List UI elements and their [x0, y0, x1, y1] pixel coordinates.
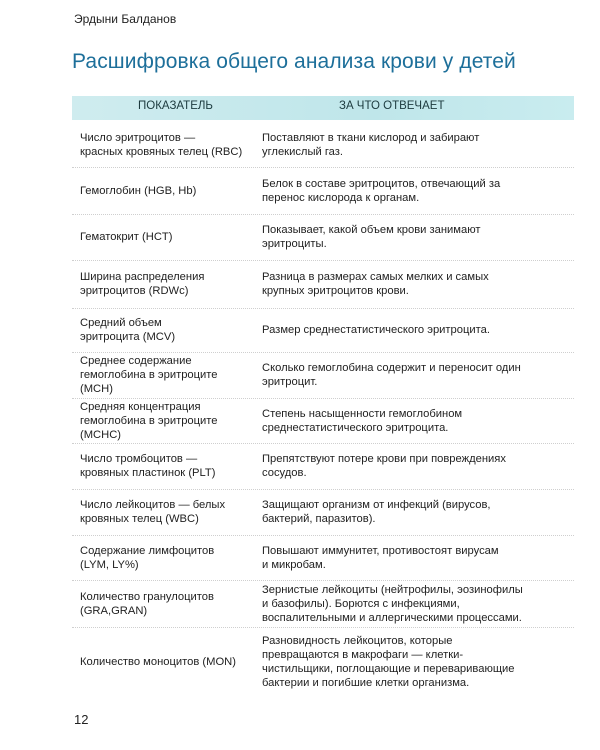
function-cell — [262, 544, 562, 572]
function-cell-line: и базофилы). Борются с инфекциями, — [262, 598, 460, 610]
function-cell — [262, 323, 562, 337]
function-cell-line: крупных эритроцитов крови. — [262, 285, 409, 297]
table-row — [72, 489, 574, 536]
indicator-cell — [80, 400, 260, 442]
table-row — [72, 398, 574, 444]
indicator-cell-line: Гемоглобин (HGB, Hb) — [80, 185, 197, 197]
table-row — [72, 535, 574, 581]
function-cell — [262, 452, 562, 480]
indicator-cell-line: кровяных телец (WBC) — [80, 513, 199, 525]
function-cell-line: Сколько гемоглобина содержит и переносит один — [262, 362, 521, 374]
indicator-cell-line: Число тромбоцитов — — [80, 453, 198, 465]
table-row — [72, 352, 574, 399]
indicator-cell-line: Содержание лимфоцитов — [80, 545, 215, 557]
indicator-cell-line: красных кровяных телец (RBC) — [80, 146, 243, 158]
indicator-cell-line: Количество гранулоцитов — [80, 591, 214, 603]
function-cell — [262, 223, 562, 251]
function-cell — [262, 177, 562, 205]
table-row — [72, 308, 574, 353]
indicator-cell-line: Среднее содержание — [80, 355, 192, 367]
indicator-cell-line: Число эритроцитов — — [80, 132, 196, 144]
indicator-cell-line: Средняя концентрация — [80, 401, 201, 413]
indicator-cell — [80, 544, 260, 572]
indicator-cell-line: Гематокрит (HCT) — [80, 231, 173, 243]
page-number: 12 — [74, 712, 89, 727]
indicator-cell-line: кровяных пластинок (PLT) — [80, 467, 216, 479]
function-cell-line: Защищают организм от инфекций (вирусов, — [262, 499, 491, 511]
function-cell-line: эритроцит. — [262, 376, 318, 388]
indicator-cell-line: (GRA,GRAN) — [80, 605, 148, 617]
function-cell-line: Показывает, какой объем крови занимают — [262, 224, 481, 236]
function-cell-line: Размер среднестатистического эритроцита. — [262, 324, 490, 336]
indicator-cell-line: Ширина распределения — [80, 271, 205, 283]
function-cell-line: эритроциты. — [262, 238, 327, 250]
function-cell-line: Повышают иммунитет, противостоят вирусам — [262, 545, 499, 557]
function-cell — [262, 407, 562, 435]
indicator-cell-line: гемоглобина в эритроците — [80, 369, 218, 381]
indicator-cell — [80, 655, 260, 669]
page-title: Расшифровка общего анализа крови у детей — [72, 50, 516, 73]
function-cell-line: Белок в составе эритроцитов, отвечающий за — [262, 178, 501, 190]
function-cell — [262, 498, 562, 526]
indicator-cell-line: Средний объем — [80, 317, 162, 329]
table-row — [72, 443, 574, 490]
indicator-cell — [80, 270, 260, 298]
indicator-cell — [80, 131, 260, 159]
function-cell — [262, 361, 562, 389]
function-cell-line: чистильщики, поглощающие и переваривающие — [262, 663, 515, 675]
table-row — [72, 167, 574, 215]
indicator-cell-line: Количество моноцитов (MON) — [80, 656, 236, 668]
table-row — [72, 580, 574, 628]
function-cell-line: Разница в размерах самых мелких и самых — [262, 271, 489, 283]
table-header — [72, 96, 574, 120]
table-row — [72, 122, 574, 168]
function-cell — [262, 270, 562, 298]
indicator-cell-line: (LYM, LY%) — [80, 559, 139, 571]
function-cell-line: углекислый газ. — [262, 146, 344, 158]
function-cell-line: и микробам. — [262, 559, 326, 571]
function-cell — [262, 634, 562, 690]
indicator-cell — [80, 230, 260, 244]
column-header-indicator: ПОКАЗАТЕЛЬ — [138, 100, 213, 112]
indicator-cell — [80, 590, 260, 618]
function-cell-line: Зернистые лейкоциты (нейтрофилы, эозинофилы — [262, 584, 523, 596]
function-cell-line: Поставляют в ткани кислород и забирают — [262, 132, 480, 144]
column-header-function: ЗА ЧТО ОТВЕЧАЕТ — [339, 100, 445, 112]
function-cell-line: бактерии и погибшие клетки организма. — [262, 677, 470, 689]
function-cell-line: превращаются в макрофаги — клетки- — [262, 649, 464, 661]
indicator-cell — [80, 452, 260, 480]
function-cell-line: бактерий, паразитов). — [262, 513, 376, 525]
function-cell-line: воспалительными и аллергическими процессами. — [262, 612, 522, 624]
function-cell-line: Степень насыщенности гемоглобином — [262, 408, 463, 420]
indicator-cell-line: (MCHC) — [80, 429, 122, 441]
function-cell-line: среднестатистического эритроцита. — [262, 422, 449, 434]
function-cell-line: Разновидность лейкоцитов, которые — [262, 635, 453, 647]
indicator-cell — [80, 316, 260, 344]
indicator-cell-line: эритроцита (MCV) — [80, 331, 176, 343]
indicator-cell — [80, 184, 260, 198]
function-cell — [262, 583, 562, 625]
running-header-author: Эрдыни Балданов — [74, 12, 177, 26]
table-row — [72, 627, 574, 697]
function-cell — [262, 131, 562, 159]
indicator-cell-line: эритроцитов (RDWc) — [80, 285, 189, 297]
function-cell-line: перенос кислорода к органам. — [262, 192, 420, 204]
indicator-cell-line: гемоглобина в эритроците — [80, 415, 218, 427]
indicator-cell-line: Число лейкоцитов — белых — [80, 499, 226, 511]
function-cell-line: Препятствуют потере крови при повреждениях — [262, 453, 506, 465]
indicator-cell — [80, 354, 260, 396]
table-row — [72, 260, 574, 309]
indicator-cell — [80, 498, 260, 526]
indicator-cell-line: (MCH) — [80, 383, 113, 395]
function-cell-line: сосудов. — [262, 467, 307, 479]
table-row — [72, 214, 574, 261]
